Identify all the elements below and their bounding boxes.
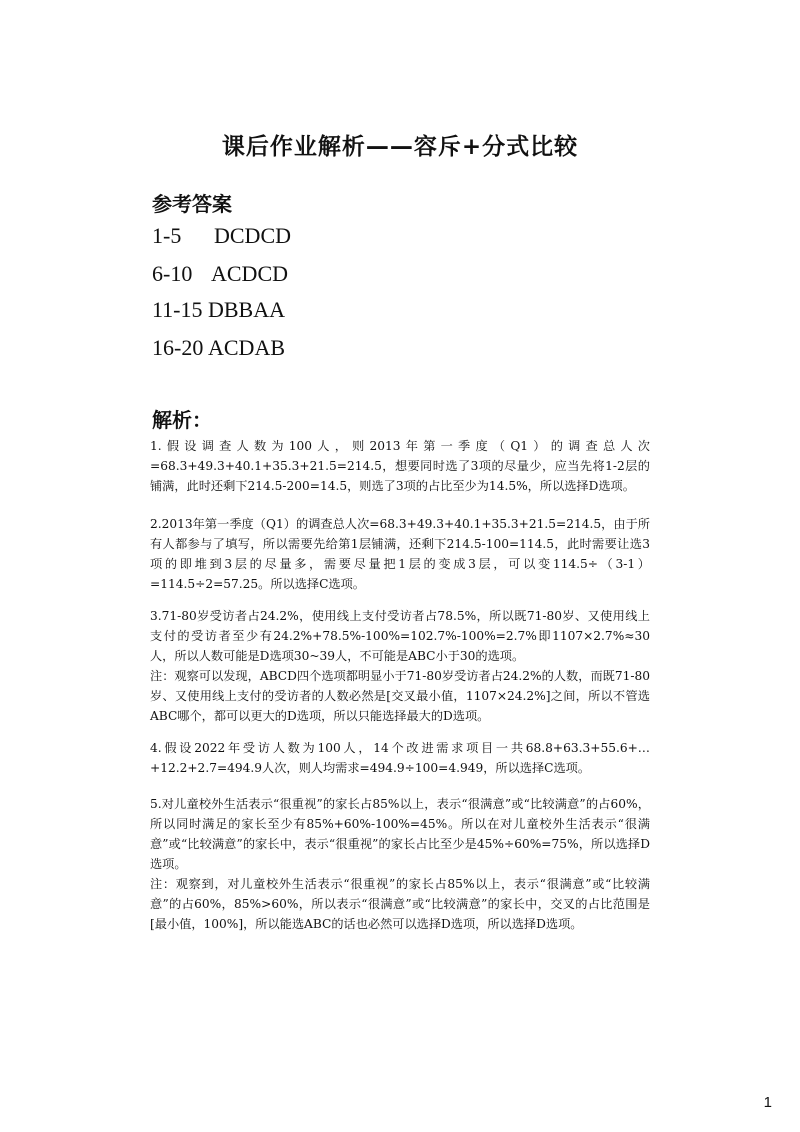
analysis-text: 1.假设调查人数为100人，则2013年第一季度（Q1）的调查总人次=68.3+49.3+40.1+35.3+21.5=214.5，想要同时选了3项的尽量少，应当先将1-2层的铺满，此时还剩下214.5-200=14.5，则选了3项的占比至少为14.5%，所以选择D选项。 bbox=[150, 439, 650, 493]
answer-keys: ACDCD bbox=[211, 261, 289, 286]
answer-range: 6-10 bbox=[152, 261, 193, 286]
analysis-text: 5.对儿童校外生活表示“很重视”的家长占85%以上，表示“很满意”或“比较满意”的占60%，所以同时满足的家长至少有85%+60%-100%=45%。所以在对儿童校外生活表示“很满意”或“比较满意”的家长中，表示“很重视”的家长占比至少是45%÷60%=75%，所以选择D选项。 bbox=[150, 797, 650, 871]
analysis-paragraph bbox=[150, 606, 650, 726]
answer-keys: DBBAA bbox=[208, 297, 286, 322]
analysis-text: 3.71-80岁受访者占24.2%，使用线上支付受访者占78.5%，所以既71-80岁、又使用线上支付的受访者至少有24.2%+78.5%-100%=102.7%-100%=2.7%即1107×2.7%≈30人，所以人数可能是D选项30~39人，不可能是ABC小于30的选项。 bbox=[150, 609, 650, 663]
answers-heading: 参考答案 bbox=[152, 192, 232, 216]
answer-row bbox=[152, 292, 286, 328]
analysis-paragraph bbox=[150, 738, 650, 778]
page-number: 1 bbox=[763, 1094, 772, 1111]
answer-keys: ACDAB bbox=[208, 335, 286, 360]
answer-range: 11-15 bbox=[152, 297, 203, 322]
answer-row bbox=[152, 218, 292, 254]
analysis-heading: 解析： bbox=[152, 408, 212, 432]
answer-range: 16-20 bbox=[152, 335, 204, 360]
analysis-paragraph bbox=[150, 794, 650, 934]
answer-range: 1-5 bbox=[152, 223, 182, 248]
analysis-paragraph bbox=[150, 514, 650, 594]
analysis-note: 注：观察可以发现，ABCD四个选项都明显小于71-80岁受访者占24.2%的人数，而既71-80岁、又使用线上支付的受访者的人数必然是[交叉最小值，1107×24.2%]之间，所以不管选ABC哪个，都可以更大的D选项，所以只能选择最大的D选项。 bbox=[150, 669, 650, 723]
analysis-note: 注：观察到，对儿童校外生活表示“很重视”的家长占85%以上，表示“很满意”或“比较满意”的占60%，85%>60%，所以表示“很满意”或“比较满意”的家长中，交叉的占比范围是[最小值，100%]，所以能选ABC的话也必然可以选择D选项，所以选择D选项。 bbox=[150, 877, 650, 931]
answer-keys: DCDCD bbox=[214, 223, 292, 248]
analysis-text: 2.2013年第一季度（Q1）的调查总人次=68.3+49.3+40.1+35.3+21.5=214.5，由于所有人都参与了填写，所以需要先给第1层铺满，还剩下214.5-100=114.5，此时需要让选3项的即堆到3层的尽量多，需要尽量把1层的变成3层，可以变114.5÷（3-1）=114.5÷2=57.25。所以选择C选项。 bbox=[150, 517, 650, 591]
page-title: 课后作业解析——容斥+分式比较 bbox=[221, 134, 579, 160]
analysis-paragraph bbox=[150, 436, 650, 496]
answer-row bbox=[152, 256, 289, 292]
answer-row bbox=[152, 330, 286, 366]
analysis-text: 4.假设2022年受访人数为100人，14个改进需求项目一共68.8+63.3+55.6+…+12.2+2.7=494.9人次，则人均需求=494.9÷100=4.949，所以选择C选项。 bbox=[150, 741, 650, 775]
